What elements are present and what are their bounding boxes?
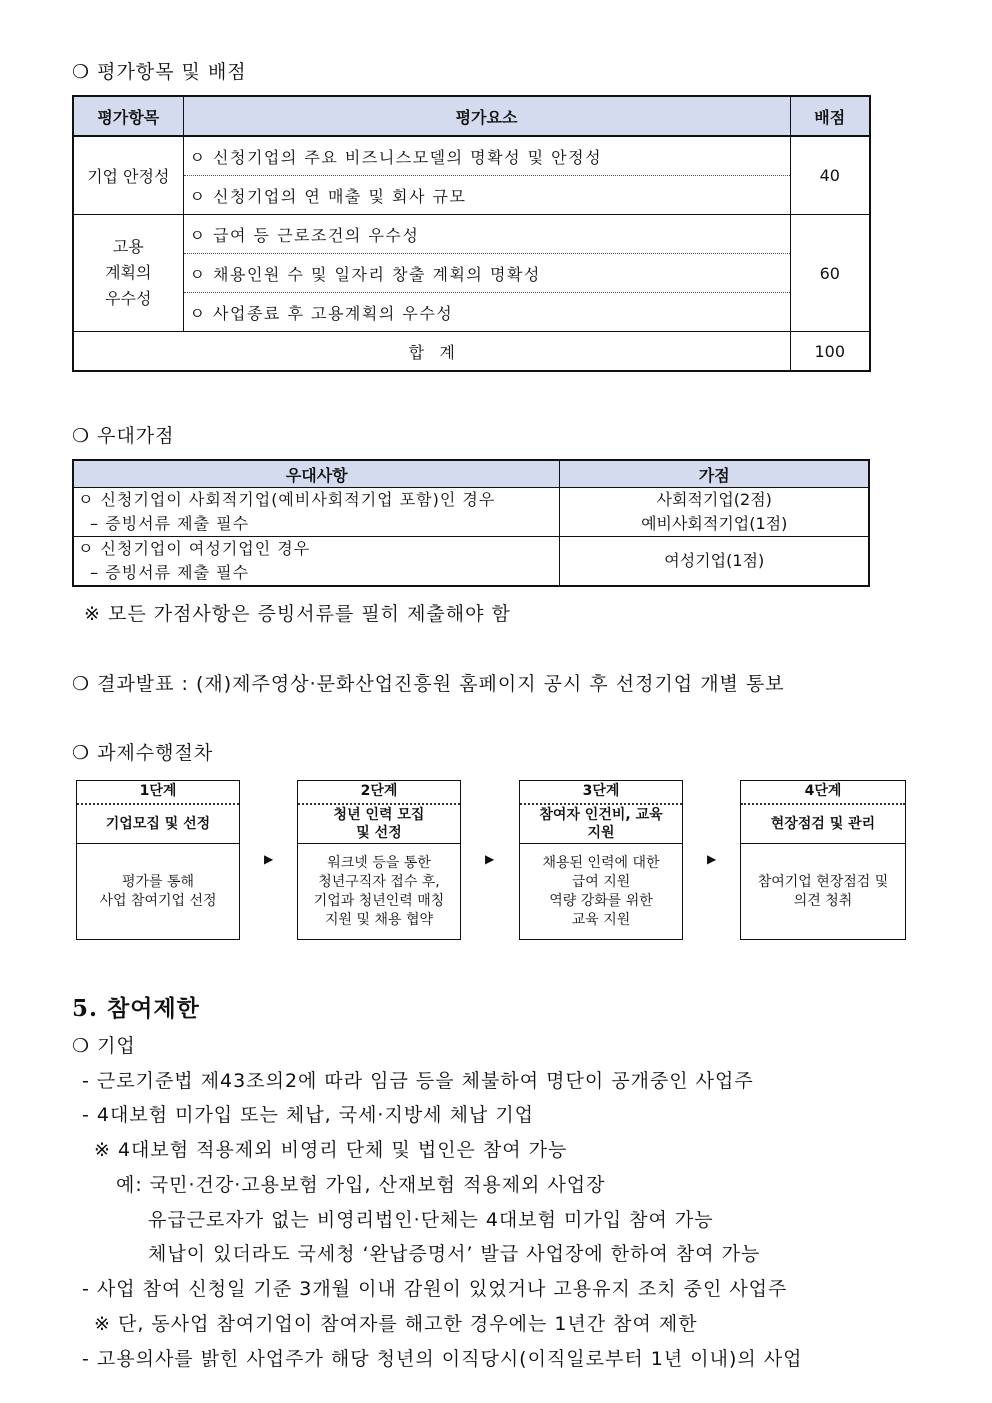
restriction-line: - 사업 참여 신청일 기준 3개월 이내 감원이 있었거나 고용유지 조치 중인 사업주 — [82, 1278, 788, 1300]
preference-note: – 증빙서류 제출 필수 — [78, 563, 250, 582]
score-cell: 40 — [790, 136, 870, 215]
step-name — [741, 805, 905, 843]
step-name-line: 청년 인력 모집 — [333, 807, 425, 823]
category-cell — [73, 215, 183, 332]
step-number: 1단계 — [77, 781, 239, 805]
circle-bullet-icon: ❍ — [72, 673, 91, 695]
desc-line: 역량 강화를 위한 — [549, 893, 653, 909]
step-name — [77, 805, 239, 843]
element-cell: ㅇ 신청기업의 주요 비즈니스모델의 명확성 및 안정성 — [183, 136, 790, 176]
process-step-2 — [297, 780, 461, 940]
circle-bullet-icon: ❍ — [72, 61, 91, 83]
restriction-line: - 4대보험 미가입 또는 체납, 국세·지방세 체납 기업 — [82, 1104, 535, 1126]
desc-line: 사업 참여기업 선정 — [99, 893, 217, 909]
arrow-right-icon: ▶ — [485, 852, 495, 866]
bonus-table — [72, 459, 870, 587]
process-step-4 — [740, 780, 906, 940]
preference-cell — [73, 537, 560, 587]
total-score: 100 — [790, 332, 870, 372]
category-line: 고용 — [112, 237, 144, 256]
section-heading-bonus — [72, 421, 175, 448]
evaluation-table — [72, 95, 871, 372]
desc-line: 의견 청취 — [793, 893, 853, 909]
element-cell: ㅇ 채용인원 수 및 일자리 창출 계획의 명확성 — [183, 254, 790, 293]
element-cell: ㅇ 사업종료 후 고용계획의 우수성 — [183, 293, 790, 332]
desc-line: 급여 지원 — [571, 874, 631, 890]
desc-line: 지원 및 채용 협약 — [324, 912, 434, 928]
desc-line: 교육 지원 — [571, 912, 631, 928]
step-name — [298, 805, 460, 843]
step-name-line: 기업모집 및 선정 — [105, 816, 211, 832]
step-number: 2단계 — [298, 781, 460, 805]
category-line: 계획의 — [105, 263, 152, 282]
points-line: 예비사회적기업(1점) — [641, 514, 788, 533]
preference-note: – 증빙서류 제출 필수 — [78, 514, 250, 533]
section-5-heading: 5. 참여제한 — [72, 995, 200, 1022]
step-name-line: 참여자 인건비, 교육 — [539, 807, 663, 823]
total-label: 합 계 — [73, 332, 790, 372]
desc-line: 참여기업 현장점검 및 — [757, 874, 889, 890]
step-description — [298, 844, 460, 940]
arrow-right-icon: ▶ — [264, 852, 274, 866]
section-heading-evaluation — [72, 57, 247, 84]
section-heading-process — [72, 738, 213, 765]
step-number: 4단계 — [741, 781, 905, 805]
step-description — [77, 844, 239, 940]
circle-bullet-icon: ❍ — [72, 742, 91, 764]
section-title: 우대가점 — [97, 425, 175, 447]
restriction-line: - 근로기준법 제43조의2에 따라 임금 등을 체불하여 명단이 공개중인 사업주 — [82, 1070, 754, 1092]
desc-line: 청년구직자 접수 후, — [318, 874, 440, 890]
score-cell: 60 — [790, 215, 870, 332]
desc-line: 워크넷 등을 통한 — [327, 855, 431, 871]
example-line: 체납이 있더라도 국세청 ‘완납증명서’ 발급 사업장에 한하여 참여 가능 — [148, 1243, 761, 1265]
step-name-line: 지원 — [587, 825, 615, 841]
bonus-note: ※ 모든 가점사항은 증빙서류를 필히 제출해야 함 — [84, 603, 511, 625]
element-cell: ㅇ 신청기업의 연 매출 및 회사 규모 — [183, 176, 790, 215]
restriction-note: ※ 4대보험 적용제외 비영리 단체 및 법인은 참여 가능 — [94, 1139, 568, 1161]
points-line: 사회적기업(2점) — [656, 490, 772, 509]
section-title: 평가항목 및 배점 — [97, 61, 247, 83]
header-score: 배점 — [790, 96, 870, 136]
desc-line: 채용된 인력에 대한 — [542, 855, 660, 871]
step-name — [520, 805, 682, 843]
arrow-right-icon: ▶ — [707, 852, 717, 866]
section-title: 과제수행절차 — [97, 742, 214, 764]
section-title: 결과발표 : (재)제주영상·문화산업진흥원 홈페이지 공시 후 선정기업 개별 통보 — [97, 673, 785, 695]
header-category: 평가항목 — [73, 96, 183, 136]
step-description — [520, 844, 682, 940]
desc-line: 기업과 청년인력 매칭 — [313, 893, 445, 909]
example-line: 유급근로자가 없는 비영리법인·단체는 4대보험 미가입 참여 가능 — [148, 1209, 714, 1231]
header-points: 가점 — [560, 460, 869, 488]
restriction-note: ※ 단, 동사업 참여기업이 참여자를 해고한 경우에는 1년간 참여 제한 — [94, 1313, 698, 1335]
step-number: 3단계 — [520, 781, 682, 805]
restriction-line: - 고용의사를 밝힌 사업주가 해당 청년의 이직당시(이직일로부터 1년 이내)의 사업 — [82, 1348, 803, 1370]
desc-line: 평가를 통해 — [121, 874, 195, 890]
element-cell: ㅇ 급여 등 근로조건의 우수성 — [183, 215, 790, 254]
category-cell: 기업 안정성 — [73, 136, 183, 215]
preference-cell — [73, 488, 560, 537]
preference-line: ㅇ 신청기업이 사회적기업(예비사회적기업 포함)인 경우 — [78, 490, 496, 509]
step-name-line: 현장점검 및 관리 — [770, 816, 876, 832]
step-description — [741, 844, 905, 940]
header-element: 평가요소 — [183, 96, 790, 136]
section-heading-results — [72, 669, 785, 696]
circle-bullet-icon: ❍ — [72, 425, 91, 447]
subsection-company: ❍ 기업 — [72, 1035, 136, 1057]
points-cell — [560, 488, 869, 537]
category-line: 우수성 — [105, 289, 152, 308]
process-step-3 — [519, 780, 683, 940]
example-line: 예: 국민·건강·고용보험 가입, 산재보험 적용제외 사업장 — [116, 1174, 606, 1196]
process-step-1 — [76, 780, 240, 940]
step-name-line: 및 선정 — [356, 825, 402, 841]
preference-line: ㅇ 신청기업이 여성기업인 경우 — [78, 539, 311, 558]
header-preference: 우대사항 — [73, 460, 560, 488]
points-cell: 여성기업(1점) — [560, 537, 869, 587]
